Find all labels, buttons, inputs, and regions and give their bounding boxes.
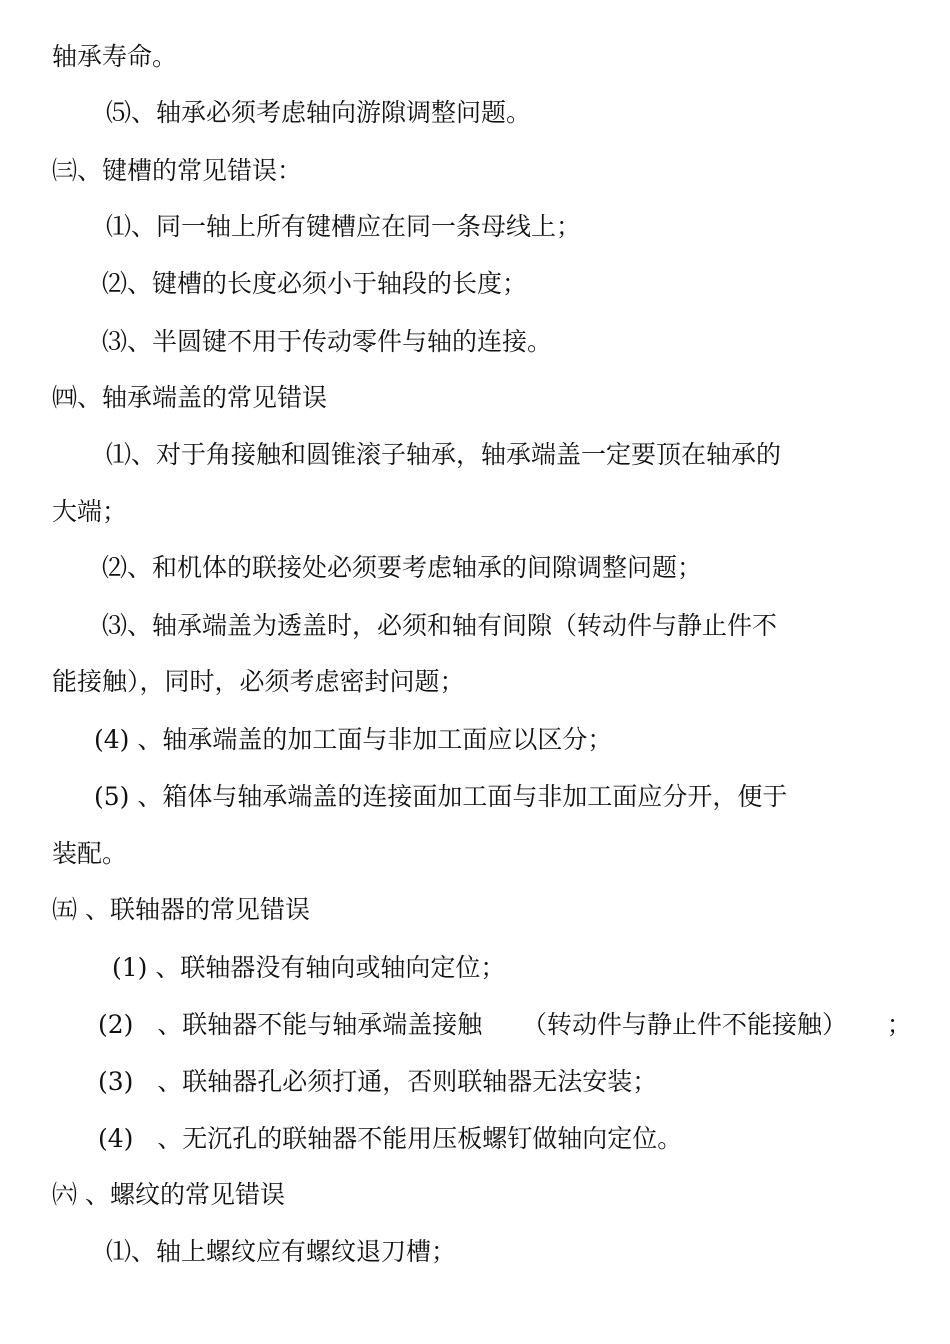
text-line: (4) 、无沉孔的联轴器不能用压板螺钉做轴向定位。 <box>98 1124 683 1153</box>
text-line: 能接触），同时，必须考虑密封问题； <box>52 667 465 696</box>
section-heading: ㈥ 、螺纹的常见错误 <box>52 1180 285 1209</box>
text-line: 轴承寿命。 <box>52 42 178 71</box>
text-line: (5) 、箱体与轴承端盖的连接面加工面与非加工面应分开，便于 <box>94 782 788 811</box>
text-line: ⑶、轴承端盖为透盖时，必须和轴有间隙（转动件与静止件不 <box>102 611 778 640</box>
section-heading: ㈣、轴承端盖的常见错误 <box>52 383 328 412</box>
text-line: ⑵、和机体的联接处必须要考虑轴承的间隙调整问题； <box>102 553 703 582</box>
text-line: ⑴、同一轴上所有键槽应在同一条母线上； <box>106 212 582 241</box>
section-heading: ㈢、键槽的常见错误： <box>52 156 303 185</box>
text-line: ⑴、轴上螺纹应有螺纹退刀槽； <box>106 1237 457 1266</box>
text-line: (4) 、轴承端盖的加工面与非加工面应以区分； <box>94 725 613 754</box>
text-line: ⑵、键槽的长度必须小于轴段的长度； <box>102 269 528 298</box>
text-line: (3) 、联轴器孔必须打通，否则联轴器无法安装； <box>98 1067 658 1096</box>
section-heading: ㈤ 、联轴器的常见错误 <box>52 895 310 924</box>
text-line: ⑶、半圆键不用于传动零件与轴的连接。 <box>102 327 553 356</box>
text-line: (1) 、联轴器没有轴向或轴向定位； <box>112 953 506 982</box>
text-line: ⑸、轴承必须考虑轴向游隙调整问题。 <box>106 98 532 127</box>
text-line: ⑴、对于角接触和圆锥滚子轴承，轴承端盖一定要顶在轴承的 <box>106 440 782 469</box>
text-line: (2) 、联轴器不能与轴承端盖接触 （转动件与静止件不能接触） ； <box>98 1010 912 1039</box>
text-line: 装配。 <box>52 839 128 868</box>
text-line: 大端； <box>52 497 128 526</box>
